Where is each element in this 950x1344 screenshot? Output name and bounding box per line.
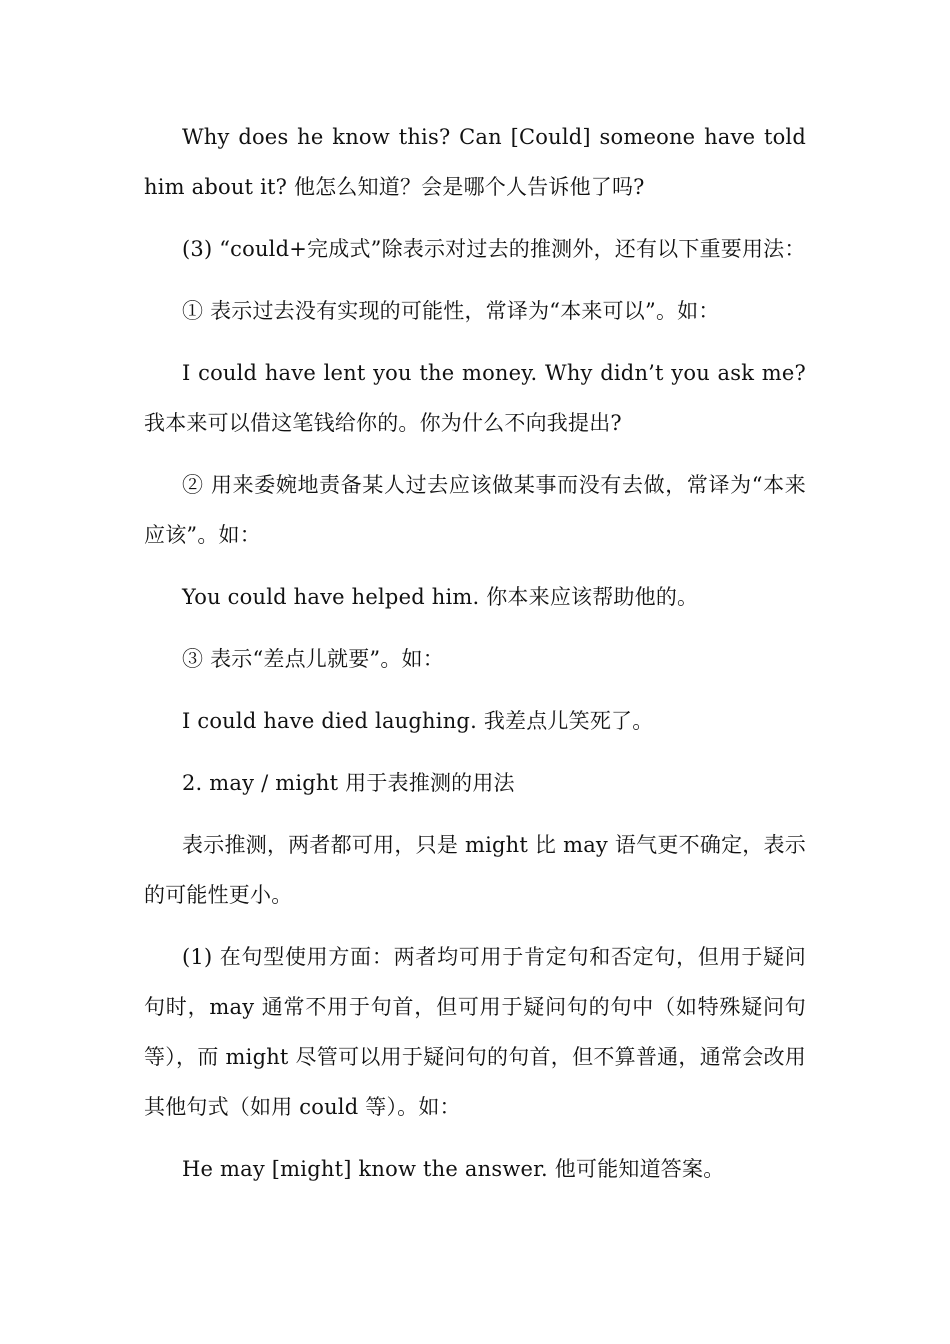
paragraph-could-told-example: Why does he know this? Can [Could] someone have told him about it? 他怎么知道？会是哪个人告诉他了吗?: [144, 125, 806, 199]
paragraph-may-might-intro: 表示推测，两者都可用，只是 might 比 may 语气更不确定，表示的可能性更小。: [144, 833, 806, 907]
paragraph-usage-2: ② 用来委婉地责备某人过去应该做某事而没有去做，常译为“本来应该”。如：: [144, 473, 806, 547]
paragraph-lent-money-example: I could have lent you the money. Why didn’t you ask me? 我本来可以借这笔钱给你的。你为什么不向我提出?: [144, 361, 806, 435]
paragraph-died-laughing-example: I could have died laughing. 我差点儿笑死了。: [182, 709, 654, 733]
section-heading-may-might: 2. may / might 用于表推测的用法: [182, 771, 515, 795]
paragraph-know-answer-example: He may [might] know the answer. 他可能知道答案。: [182, 1157, 725, 1181]
paragraph-usage-1: ① 表示过去没有实现的可能性，常译为“本来可以”。如：: [182, 299, 720, 323]
paragraph-usage-3: ③ 表示“差点儿就要”。如：: [182, 647, 444, 671]
paragraph-helped-example: You could have helped him. 你本来应该帮助他的。: [182, 585, 699, 609]
paragraph-sentence-pattern: (1) 在句型使用方面：两者均可用于肯定句和否定句，但用于疑问句时，may 通常不用于句首，但可用于疑问句的句中（如特殊疑问句等），而 might 尽管可以用于疑问句的句首，但不算普通，通常会改用其他句式（如用 could 等）。如：: [144, 945, 806, 1119]
document-body: [144, 112, 806, 1206]
paragraph-could-perfect-usage: (3) “could+完成式”除表示对过去的推测外，还有以下重要用法：: [182, 237, 806, 261]
